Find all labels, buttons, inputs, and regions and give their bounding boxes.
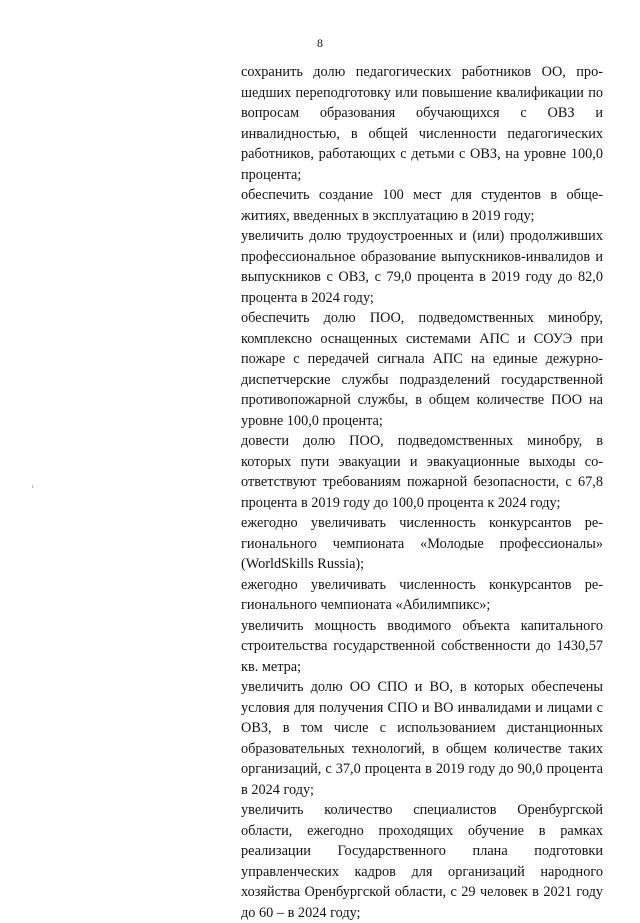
paragraph-5: довести долю ПОО, подведомственных минобру, в которых пути эвакуации и эвакуационные выходы соответствуют требованиям пожарной безопасности, с 67,8 процента в 2019 году до 100,0 процента к 2024 году; — [241, 433, 603, 511]
paragraph-4: обеспечить долю ПОО, подведомственных минобру, комплексно оснащенных системами АПС и СОУЭ при пожаре с передачей сигнала АПС на единые дежурно-диспетчерские службы подразделений государственной противопожарной службы, в общем количестве ПОО на уровне 100,0 процента; — [241, 310, 603, 429]
paragraph-3: увеличить долю трудоустроенных и (или) продолживших профессиональное образование выпускников-инвалидов и выпускников с ОВЗ, с 79,0 процента в 2019 году до 82,0 процента в 2024 году; — [241, 228, 603, 306]
paragraph-2: обеспечить создание 100 мест для студентов в общежитиях, введенных в эксплуатацию в 2019 году; — [241, 187, 603, 224]
paragraph-7: ежегодно увеличивать численность конкурсантов регионального чемпионата «Абилимпикс»; — [241, 576, 603, 613]
paragraph-8: увеличить мощность вводимого объекта капитального строительства государственной собственности до 1430,57 кв. метра; — [241, 617, 603, 675]
scan-speck — [32, 485, 33, 488]
document-body — [241, 62, 603, 923]
paragraph-10: увеличить количество специалистов Оренбургской области, ежегодно проходящих обучение в рамках реализации Государственного плана подготовки управленческих кадров для организаций народного хозяйства Оренбургской области, с 29 человек в 2021 году до 60 – в 2024 году; — [241, 802, 603, 921]
paragraph-6: ежегодно увеличивать численность конкурсантов регионального чемпионата «Молодые профессионалы» (WorldSkills Russia); — [241, 515, 603, 572]
page-number: 8 — [317, 36, 323, 50]
paragraph-1: сохранить долю педагогических работников ОО, прошедших переподготовку или повышение квалификации по вопросам образования обучающихся с ОВЗ и инвалидностью, в общей численности педагогических работников, работающих с детьми с ОВЗ, на уровне 100,0 процента; — [241, 64, 603, 183]
paragraph-9: увеличить долю ОО СПО и ВО, в которых обеспечены условия для получения СПО и ВО инвалидами и лицами с ОВЗ, в том числе с использованием дистанционных образовательных технологий, в общем количестве таких организаций, с 37,0 процента в 2019 году до 90,0 процента в 2024 году; — [241, 679, 603, 798]
